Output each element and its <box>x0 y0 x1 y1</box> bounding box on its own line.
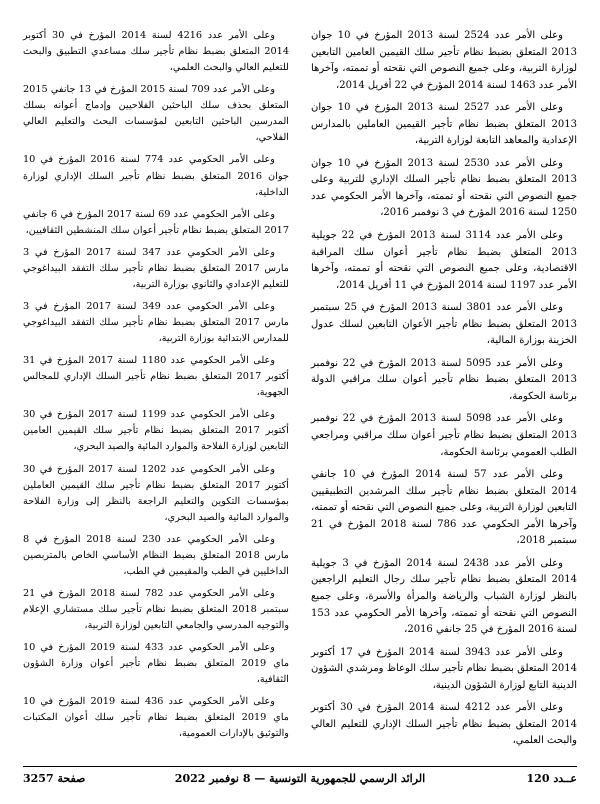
paragraph: وعلى الأمر الحكومي عدد 1180 لسنة 2017 المؤرخ في 31 أكتوبر 2017 المتعلق بضبط نظام تأجير السلك الإداري للمجالس الجهوية، <box>23 355 289 399</box>
paragraph: وعلى الأمر عدد 4216 لسنة 2014 المؤرخ في 30 أكتوبر 2014 المتعلق بضبط نظام تأجير سلك مساعدي التطبيق والبحث للتعليم العالي والبحث العلمي، <box>23 30 289 74</box>
left-column <box>23 28 289 749</box>
paragraph: وعلى الأمر عدد 4212 لسنة 2014 المؤرخ في 30 أكتوبر 2014 المتعلق بضبط نظام تأجير السلك الإداري للتعليم العالي والبحث العلمي، <box>311 702 577 747</box>
paragraph: وعلى الأمر عدد 2527 لسنة 2013 المؤرخ في 10 جوان 2013 المتعلق بضبط نظام تأجير القيمين العاملين بالمدارس الإعدادية والمعاهد التابعة لوزارة التربية، <box>311 102 577 147</box>
paragraph: وعلى الأمر الحكومي عدد 774 لسنة 2016 المؤرخ في 10 جوان 2016 المتعلق بضبط نظام تأجير السلك الإداري لوزارة الداخلية، <box>23 154 289 198</box>
paragraph: وعلى الأمر عدد 2524 لسنة 2013 المؤرخ في 10 جوان 2013 المتعلق بضبط نظام تأجير سلك القيمين العامين التابعين لوزارة التربية، وعلى جميع النصوص التي نقحته أو تممته، وآخرها الأمر عدد 1463 لسنة 2014 المؤرخ في 22 أفريل 2014، <box>311 30 577 91</box>
paragraph: وعلى الأمر الحكومي عدد 349 لسنة 2017 المؤرخ في 3 مارس 2017 المتعلق بضبط نظام تأجير سلك التفقد البيداغوجي للمدارس الابتدائية بوزارة التربية، <box>23 300 289 345</box>
journal-title-date: الرائد الرسمي للجمهورية التونسية — 8 نوفمبر 2022 <box>174 772 426 785</box>
paragraph: وعلى الأمر عدد 3943 لسنة 2014 المؤرخ في 17 أكتوبر 2014 المتعلق بضبط نظام تأجير سلك الوعاظ ومرشدي الشؤون الدينية التابع لوزارة الشؤون الدينية، <box>311 646 577 691</box>
right-column <box>311 28 577 756</box>
paragraph: وعلى الأمر عدد 2438 لسنة 2014 المؤرخ في 3 جويلية 2014 المتعلق بضبط نظام تأجير سلك رجال التعليم الراجعين بالنظر لوزارة الشباب والرياضة والمرأة والأسرة، وعلى جميع النصوص التي نقحته أو تممته، وآخرها الأمر الحكومي عدد 153 لسنة 2016 المؤرخ في 25 جانفي 2016، <box>311 557 577 636</box>
paragraph: وعلى الأمر عدد 709 لسنة 2015 المؤرخ في 13 جانفي 2015 المتعلق بحذف سلك الباحثين الفلاحيين وإدماج أعوانه بسلك المدرسين الباحثين التابعين لمؤسسات البحث والتعليم العالي الفلاحي، <box>23 84 289 144</box>
issue-number: عــدد 120 <box>526 772 577 785</box>
paragraph: وعلى الأمر عدد 5098 لسنة 2013 المؤرخ في 22 نوفمبر 2013 المتعلق بضبط نظام تأجير أعوان سلك مراقبي ومراجعي الطلب العمومي برئاسة الحكومة، <box>311 413 577 458</box>
paragraph: وعلى الأمر الحكومي عدد 782 لسنة 2018 المؤرخ في 21 سبتمبر 2018 المتعلق بضبط نظام تأجير سلك مستشاري الإعلام والتوجيه المدرسي والجامعي التابعين لوزارة التربية، <box>23 587 289 632</box>
paragraph: وعلى الأمر الحكومي عدد 433 لسنة 2019 المؤرخ في 10 ماي 2019 المتعلق بضبط نظام تأجير أعوان وزارة الشؤون الثقافية، <box>23 642 290 686</box>
footer-divider <box>23 766 577 767</box>
paragraph: وعلى الأمر عدد 3114 لسنة 2013 المؤرخ في 22 جويلية 2013 المتعلق بضبط نظام تأجير أعوان سلك المراقبة الاقتصادية، وعلى جميع النصوص التي نقحته أو تممته، وآخرها الأمر عدد 1197 لسنة 2014 المؤرخ في 11 أفريل 2014، <box>311 230 577 291</box>
paragraph: وعلى الأمر عدد 3801 لسنة 2013 المؤرخ في 25 سبتمبر 2013 المتعلق بضبط نظام تأجير الأعوان التابعين لسلك عدول الخزينة بوزارة المالية، <box>311 302 577 347</box>
paragraph: وعلى الأمر الحكومي عدد 347 لسنة 2017 المؤرخ في 3 مارس 2017 المتعلق بضبط نظام تأجير سلك التفقد البيداغوجي للتعليم الإعدادي والثانوي بوزارة التربية، <box>23 246 289 290</box>
paragraph: وعلى الأمر الحكومي عدد 230 لسنة 2018 المؤرخ في 8 مارس 2018 المتعلق بضبط النظام الأساسي الخاص بالمتربصين الداخليين في الطب والمقيمين في الطب، <box>23 533 289 577</box>
page-footer <box>23 772 577 794</box>
paragraph: وعلى الأمر الحكومي عدد 436 لسنة 2019 المؤرخ في 10 ماي 2019 المتعلق بضبط نظام تأجير سلك أعوان المكتبات والتوثيق بالإدارات العمومية، <box>23 696 289 740</box>
paragraph: وعلى الأمر عدد 2530 لسنة 2013 المؤرخ في 10 جوان 2013 المتعلق بضبط نظام تأجير السلك الإداري للتربية وعلى جميع النصوص التي نقحته أو تممته، وآخرها الأمر الحكومي عدد 1250 لسنة 2016 المؤرخ في 3 نوفمبر 2016، <box>311 157 577 219</box>
paragraph: وعلى الأمر الحكومي عدد 1202 لسنة 2017 المؤرخ في 30 أكتوبر 2017 المتعلق بضبط نظام تأجير سلك القيمين العاملين بمؤسسات التكوين والتعليم الراجعة بالنظر إلى وزارة الفلاحة والموارد المائية والصيد البحري، <box>23 463 289 523</box>
paragraph: وعلى الأمر عدد 57 لسنة 2014 المؤرخ في 10 جانفي 2014 المتعلق بضبط نظام تأجير سلك المرشدين التطبيقيين التابعين لوزارة التربية، وعلى جميع النصوص التي نقحته أو تممته، وآخرها الأمر الحكومي عدد 786 لسنة 2018 المؤرخ في 21 سبتمبر 2018، <box>311 469 577 547</box>
paragraph: وعلى الأمر الحكومي عدد 1199 لسنة 2017 المؤرخ في 30 أكتوبر 2017 المتعلق بضبط نظام تأجير سلك القيمين العامين التابعين لوزارة الفلاحة والموارد المائية والصيد البحري، <box>23 409 289 453</box>
page-number: صفحة 3257 <box>23 772 86 785</box>
paragraph: وعلى الأمر الحكومي عدد 69 لسنة 2017 المؤرخ في 6 جانفي 2017 المتعلق بضبط نظام تأجير أعوان سلك المنشطين الثقافيين، <box>23 208 289 236</box>
paragraph: وعلى الأمر عدد 5095 لسنة 2013 المؤرخ في 22 نوفمبر 2013 المتعلق بضبط نظام تأجير أعوان سلك مراقبي الدولة برئاسة الحكومة، <box>311 357 577 402</box>
